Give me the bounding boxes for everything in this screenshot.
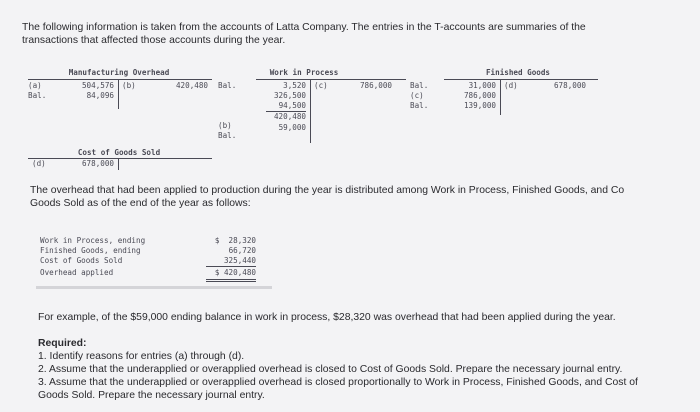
table-bottom-band xyxy=(36,286,272,289)
t-account-title: Finished Goods xyxy=(485,68,550,77)
table-row-value: 66,720 xyxy=(228,246,256,255)
credit-value: 786,000 xyxy=(359,81,392,90)
debit-label-bal: Bal. xyxy=(28,91,47,100)
debit-label: Bal. xyxy=(410,101,429,110)
required-heading: Required: xyxy=(38,338,87,349)
t-account-divider xyxy=(500,79,501,115)
debit-value: 678,000 xyxy=(81,159,114,168)
debit-label: Bal. xyxy=(410,81,429,90)
debit-value: 420,480 xyxy=(273,112,306,121)
allocation-line-1: The overhead that had been applied to production during the year is distributed among Work in Process, Finished Goods, and Co xyxy=(30,185,625,196)
t-account-divider xyxy=(118,79,119,109)
double-rule-1 xyxy=(206,279,256,280)
t-account-top-rule xyxy=(444,79,598,80)
credit-label: (c) xyxy=(314,81,328,90)
t-account-top-rule xyxy=(256,79,406,80)
table-row-label: Work in Process, ending xyxy=(40,236,146,245)
debit-label: (b) xyxy=(218,121,232,130)
t-account-title: Manufacturing Overhead xyxy=(68,68,170,77)
overhead-allocation-table xyxy=(36,232,272,290)
intro-line-2: transactions that affected those accounts during the year. xyxy=(22,35,286,46)
debit-value: 59,000 xyxy=(278,123,306,132)
debit-value: 31,000 xyxy=(468,81,496,90)
debit-label: Bal. xyxy=(218,131,237,140)
table-row-value: $ 28,320 xyxy=(214,236,256,245)
t-account-title: Cost of Goods Sold xyxy=(77,148,161,157)
debit-value: 3,520 xyxy=(283,81,306,90)
t-account-cost-of-goods-sold xyxy=(26,148,212,172)
debit-value-bal: 84,096 xyxy=(86,91,114,100)
credit-value: 678,000 xyxy=(553,81,586,90)
debit-label-a: (a) xyxy=(28,81,42,90)
debit-label: Bal. xyxy=(218,81,237,90)
allocation-line-2: Goods Sold as of the end of the year as follows: xyxy=(30,198,251,209)
t-account-finished-goods xyxy=(408,68,598,118)
debit-value-a: 504,576 xyxy=(81,81,114,90)
t-account-work-in-process xyxy=(214,68,406,148)
credit-value-b: 420,480 xyxy=(175,81,208,90)
table-row-label: Overhead applied xyxy=(40,268,114,277)
required-item-3-line-1: 3. Assume that the underapplied or overapplied overhead is closed proportionally to Work in Process, Finished Goods, and Cost of xyxy=(38,377,638,388)
required-section xyxy=(38,337,698,402)
debit-value: 94,500 xyxy=(278,101,306,110)
debit-label: (c) xyxy=(410,91,424,100)
table-row-value: 325,440 xyxy=(223,256,256,265)
total-rule xyxy=(206,266,256,267)
t-account-manufacturing-overhead xyxy=(26,68,212,112)
required-item-1: 1. Identify reasons for entries (a) through (d). xyxy=(38,351,245,362)
intro-paragraph xyxy=(22,21,586,47)
double-rule-2 xyxy=(206,281,256,282)
debit-value: 326,500 xyxy=(273,91,306,100)
allocation-paragraph xyxy=(30,184,700,210)
required-item-3-line-2: Goods Sold. Prepare the necessary journal entry. xyxy=(38,390,265,401)
table-row-label: Cost of Goods Sold xyxy=(40,256,123,265)
t-account-top-rule xyxy=(28,79,212,80)
t-account-divider xyxy=(118,158,119,170)
intro-line-1: The following information is taken from the accounts of Latta Company. The entries in the T-accounts are summaries of the xyxy=(22,22,586,33)
example-text: For example, of the $59,000 ending balance in work in process, $28,320 was overhead that had been applied during the year. xyxy=(38,312,616,323)
credit-label-b: (b) xyxy=(122,81,136,90)
t-account-divider xyxy=(310,79,311,143)
table-row-value: $ 420,480 xyxy=(214,268,256,277)
debit-value: 786,000 xyxy=(463,91,496,100)
table-row-label: Finished Goods, ending xyxy=(40,246,141,255)
required-item-2: 2. Assume that the underapplied or overapplied overhead is closed to Cost of Goods Sold. Prepare the necessary journal entry. xyxy=(38,364,623,375)
debit-value: 139,000 xyxy=(463,101,496,110)
credit-label: (d) xyxy=(504,81,518,90)
t-account-title: Work in Process xyxy=(269,68,339,77)
debit-label: (d) xyxy=(32,159,46,168)
